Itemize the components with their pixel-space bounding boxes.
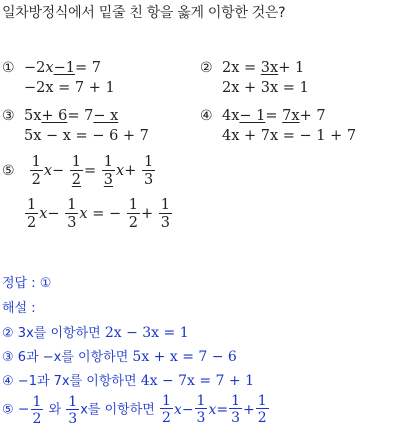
choice-3-line2: 5x − x = − 6 + 7 — [24, 128, 149, 144]
fraction: $\frac{1}{2}$ — [128, 197, 138, 231]
answer-label: 정답 : ① — [2, 276, 52, 291]
choice-1-line1: ① −2x−1= 7 — [2, 60, 101, 76]
explanation-line-4: ④ −1과 7x를 이항하면 4x − 7x = 7 + 1 — [2, 373, 254, 389]
explanation-line-5: ⑤ − $\frac{1}{2}$ 와 $\frac{1}{3}$ x를 이항하면 $\frac{1}{2}$ x− $\frac{1}{3}$ x= $\frac{1}{3}$ + $\frac{1}{2}$ — [2, 393, 267, 427]
fraction: $\frac{1}{2}$ — [27, 197, 37, 231]
underlined-term: −1 — [53, 60, 75, 76]
underlined-term: 7x — [282, 108, 300, 124]
underlined-term: + 6 — [41, 108, 68, 124]
choice-5-line2: $\frac{1}{2}$ x− $\frac{1}{3}$ x = − $\frac{1}{2}$ + $\frac{1}{3}$ — [27, 197, 170, 231]
fraction: $\frac{1}{3}$ — [160, 197, 170, 231]
choice-2-line1: ② 2x = 3x+ 1 — [200, 60, 305, 76]
fraction: $\frac{1}{2}$ — [31, 154, 41, 188]
choice-2-line2: 2x + 3x = 1 — [222, 80, 309, 96]
choice-1-line2: −2x = 7 + 1 — [24, 80, 115, 96]
choice-3-line1: ③ 5x+ 6= 7− x — [2, 108, 119, 124]
fraction: $\frac{1}{3}$ — [143, 154, 154, 188]
fraction-underlined: $\frac{1}{2}$ — [71, 154, 82, 188]
choice-4-line2: 4x + 7x = − 1 + 7 — [222, 128, 357, 144]
underlined-term: − 1 — [239, 108, 266, 124]
choice-number: ① — [2, 60, 15, 76]
fraction: $\frac{1}{3}$ — [67, 197, 77, 231]
choice-number: ② — [200, 60, 213, 76]
question-text: 일차방정식에서 밑줄 친 항을 옳게 이항한 것은? — [2, 5, 286, 21]
fraction-underlined: $\frac{1}{3}$ — [103, 154, 114, 188]
choice-number: ④ — [200, 108, 213, 124]
choice-number: ⑤ — [2, 163, 15, 179]
choice-number: ③ — [2, 108, 15, 124]
explanation-label: 해설 : — [2, 301, 36, 316]
explanation-line-3: ③ 6과 −x를 이항하면 5x + x = 7 − 6 — [2, 349, 237, 365]
underlined-term: − x — [93, 108, 119, 124]
choice-5-line1: ⑤ $\frac{1}{2}$ x− $\frac{1}{2}$ = $\frac{1}{3}$ x+ $\frac{1}{3}$ — [2, 154, 154, 188]
choice-4-line1: ④ 4x− 1= 7x+ 7 — [200, 108, 326, 124]
explanation-line-2: ② 3x를 이항하면 2x − 3x = 1 — [2, 325, 189, 341]
underlined-term: 3x — [260, 60, 279, 76]
